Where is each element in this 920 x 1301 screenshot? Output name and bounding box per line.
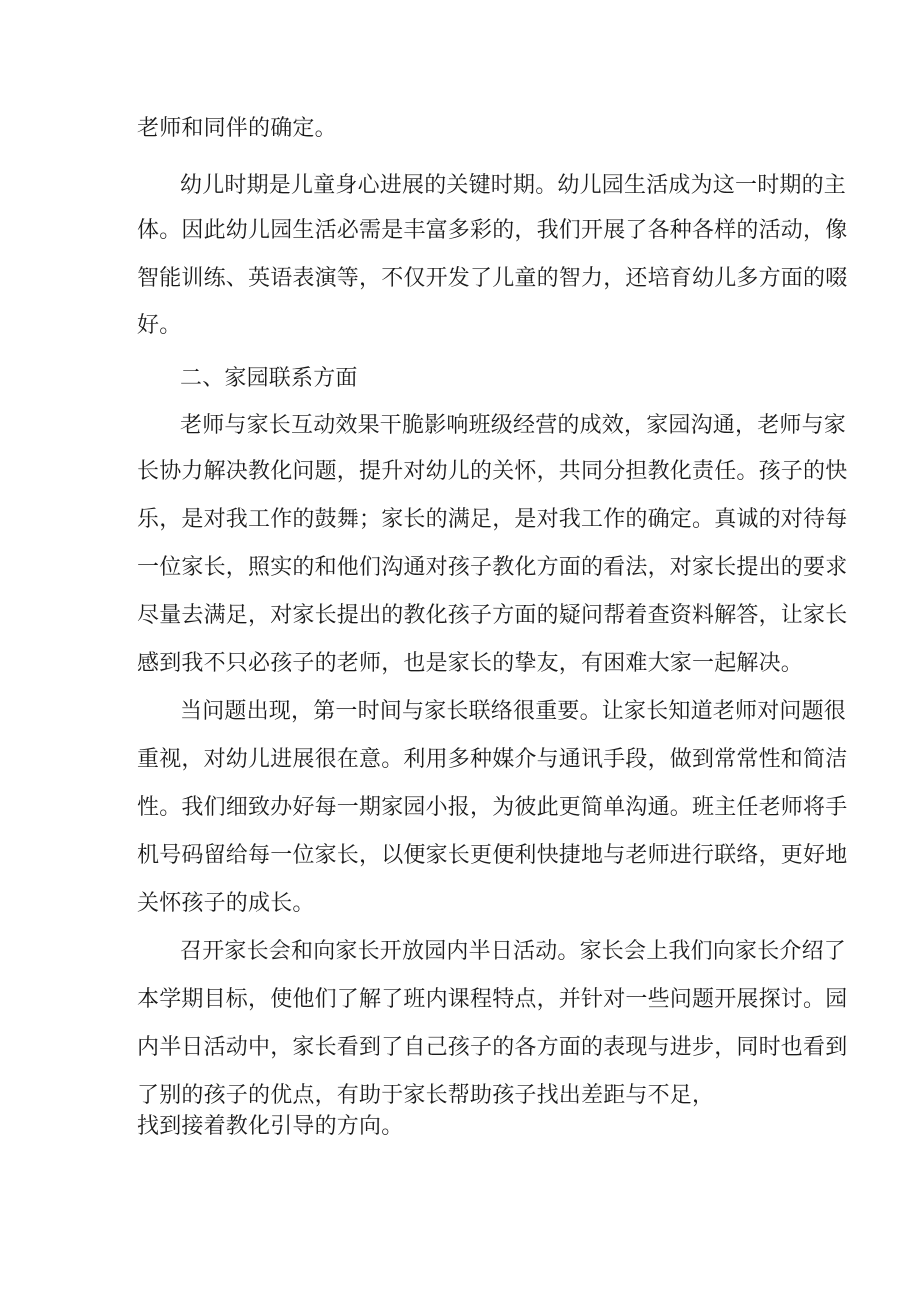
text-line: 体。因此幼儿园生活必需是丰富多彩的，我们开展了各种各样的活动，像 <box>137 218 848 243</box>
text-line: 召开家长会和向家长开放园内半日活动。家长会上我们向家长介绍了 <box>180 939 847 964</box>
text-line: 当问题出现，第一时间与家长联络很重要。让家长知道老师对问题很 <box>180 699 847 724</box>
text-line: 乐，是对我工作的鼓舞；家长的满足，是对我工作的确定。真诚的对待每 <box>137 507 848 532</box>
text-line: 性。我们细致办好每一期家园小报，为彼此更简单沟通。班主任老师将手 <box>137 795 848 820</box>
text-line: 尽量去满足，对家长提出的教化孩子方面的疑问帮着查资料解答，让家长 <box>137 603 848 628</box>
text-line: 老师与家长互动效果干脆影响班级经营的成效，家园沟通，老师与家 <box>180 413 847 438</box>
text-line: 机号码留给每一位家长，以便家长更便利快捷地与老师进行联络，更好地 <box>137 843 848 868</box>
text-line: 找到接着教化引导的方向。 <box>137 1114 404 1139</box>
text-line: 幼儿时期是儿童身心进展的关键时期。幼儿园生活成为这一时期的主 <box>180 173 847 198</box>
text-line: 好。 <box>137 313 182 338</box>
text-line: 本学期目标，使他们了解了班内课程特点，并针对一些问题开展探讨。园 <box>137 987 848 1012</box>
text-line: 了别的孩子的优点，有助于家长帮助孩子找出差距与不足， <box>137 1083 715 1108</box>
text-line: 老师和同伴的确定。 <box>137 116 337 141</box>
text-line: 长协力解决教化问题，提升对幼儿的关怀，共同分担教化责任。孩子的快 <box>137 459 848 484</box>
section-heading: 二、家园联系方面 <box>180 366 358 391</box>
text-line: 一位家长，照实的和他们沟通对孩子教化方面的看法，对家长提出的要求 <box>137 555 848 580</box>
text-line: 关怀孩子的成长。 <box>137 891 315 916</box>
text-line: 内半日活动中，家长看到了自己孩子的各方面的表现与进步，同时也看到 <box>137 1035 848 1060</box>
text-line: 重视，对幼儿进展很在意。利用多种媒介与通讯手段，做到常常性和简洁 <box>137 747 848 772</box>
text-line: 智能训练、英语表演等，不仅开发了儿童的智力，还培育幼儿多方面的啜 <box>137 266 848 291</box>
text-line: 感到我不只必孩子的老师，也是家长的挚友，有困难大家一起解决。 <box>137 651 804 676</box>
